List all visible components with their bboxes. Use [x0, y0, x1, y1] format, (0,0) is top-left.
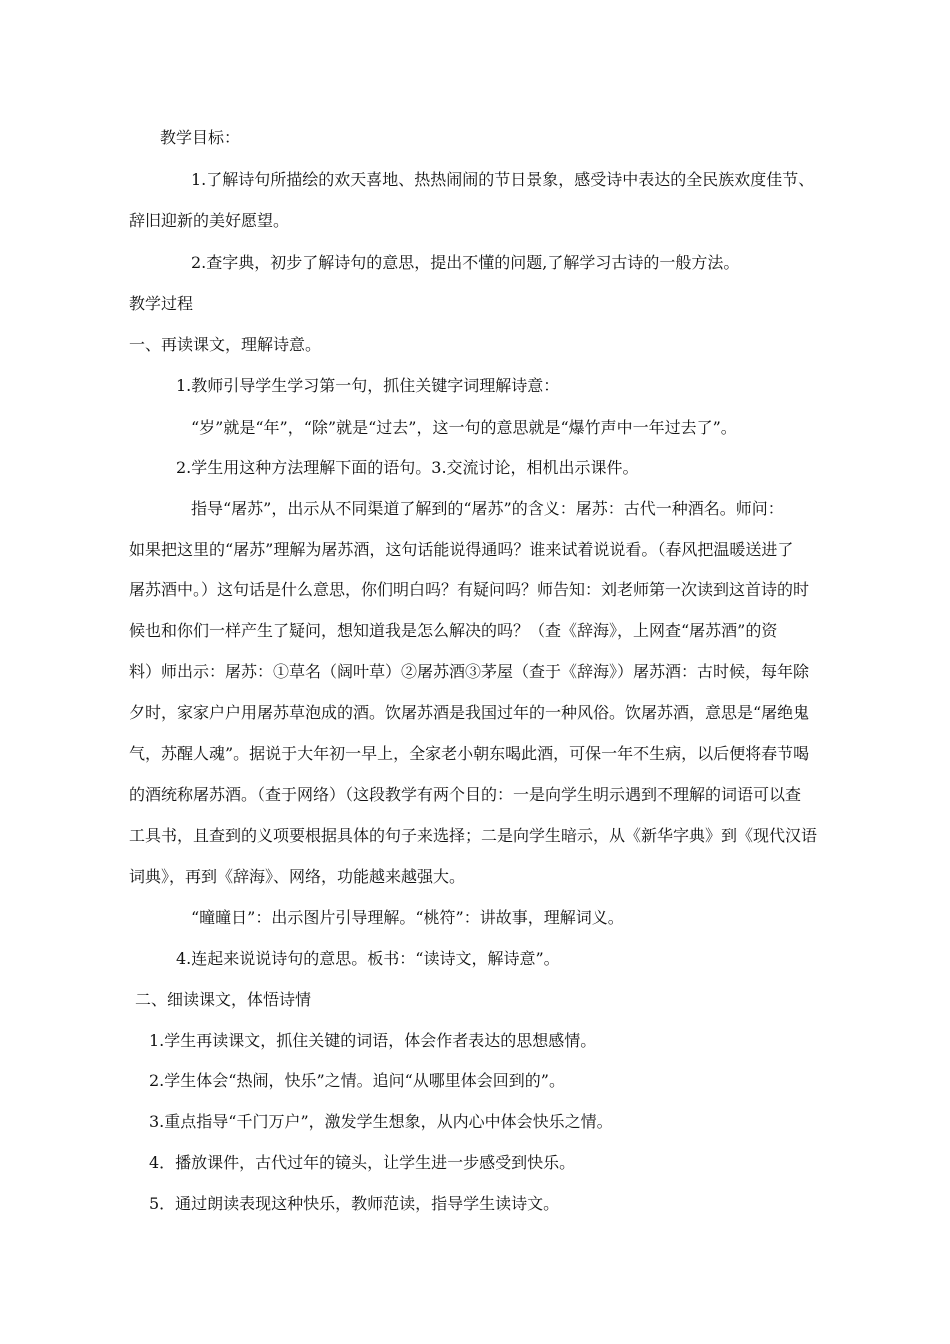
section-2-heading: 二、细读课文，体悟诗情: [135, 990, 312, 1009]
section-1-heading: 一、再读课文，理解诗意。: [129, 335, 322, 354]
section-2-item: 2.学生体会“热闹，快乐”之情。追问“从哪里体会回到的”。: [149, 1071, 565, 1090]
section-1-tongtong: “曈曈日”：出示图片引导理解。“桃符”：讲故事，理解词义。: [191, 908, 624, 927]
paragraph-line: 的酒统称屠苏酒。（查于网络）（这段教学有两个目的：一是向学生明示遇到不理解的词语可以查: [129, 785, 802, 804]
paragraph-line: 屠苏酒中。）这句话是什么意思，你们明白吗？有疑问吗？师告知：刘老师第一次读到这首诗的时: [129, 580, 810, 599]
objectives-heading: 教学目标：: [160, 128, 241, 147]
paragraph-line: 工具书，且查到的义项要根据具体的句子来选择；二是向学生暗示，从《新华字典》到《现代汉语: [129, 826, 818, 845]
section-1-step-4: 4.连起来说说诗句的意思。板书：“读诗文，解诗意”。: [176, 949, 560, 968]
process-heading: 教学过程: [129, 294, 194, 313]
objective-1-line-1: 1.了解诗句所描绘的欢天喜地、热热闹闹的节日景象，感受诗中表达的全民族欢度佳节、: [191, 170, 815, 189]
section-2-item: 1.学生再读课文，抓住关键的词语，体会作者表达的思想感情。: [149, 1031, 597, 1050]
paragraph-line: 夕时，家家户户用屠苏草泡成的酒。饮屠苏酒是我国过年的一种风俗。饮屠苏酒，意思是“屠绝鬼: [129, 703, 810, 722]
section-1-step-2-3: 2.学生用这种方法理解下面的语句。3.交流讨论，相机出示课件。: [176, 458, 639, 477]
section-2-item: 5．通过朗读表现这种快乐，教师范读，指导学生读诗文。: [149, 1194, 560, 1213]
section-1-step-1-detail: “岁”就是“年”，“除”就是“过去”，这一句的意思就是“爆竹声中一年过去了”。: [191, 418, 737, 437]
section-1-step-1: 1.教师引导学生学习第一句，抓住关键字词理解诗意：: [176, 376, 560, 395]
paragraph-line: 候也和你们一样产生了疑问，想知道我是怎么解决的吗？（查《辞海》，上网查“屠苏酒”的资: [129, 621, 778, 640]
paragraph-line: 词典》，再到《辞海》、网络，功能越来越强大。: [129, 867, 466, 886]
section-2-item: 4．播放课件，古代过年的镜头，让学生进一步感受到快乐。: [149, 1153, 576, 1172]
section-2-item: 3.重点指导“千门万户”，激发学生想象，从内心中体会快乐之情。: [149, 1112, 613, 1131]
objective-1-line-2: 辞旧迎新的美好愿望。: [129, 211, 290, 230]
objective-2: 2.查字典，初步了解诗句的意思，提出不懂的问题,了解学习古诗的一般方法。: [191, 253, 740, 272]
paragraph-line: 指导“屠苏”，出示从不同渠道了解到的“屠苏”的含义：屠苏：古代一种酒名。师问：: [191, 499, 784, 518]
paragraph-line: 如果把这里的“屠苏”理解为屠苏酒，这句话能说得通吗？谁来试着说说看。（春风把温暖送进了: [129, 540, 794, 559]
paragraph-line: 料）师出示：屠苏：①草名（阔叶草）②屠苏酒③茅屋（查于《辞海》）屠苏酒：古时候，每年除: [129, 662, 810, 681]
paragraph-line: 气，苏醒人魂”。据说于大年初一早上，全家老小朝东喝此酒，可保一年不生病，以后便将春节喝: [129, 744, 810, 763]
